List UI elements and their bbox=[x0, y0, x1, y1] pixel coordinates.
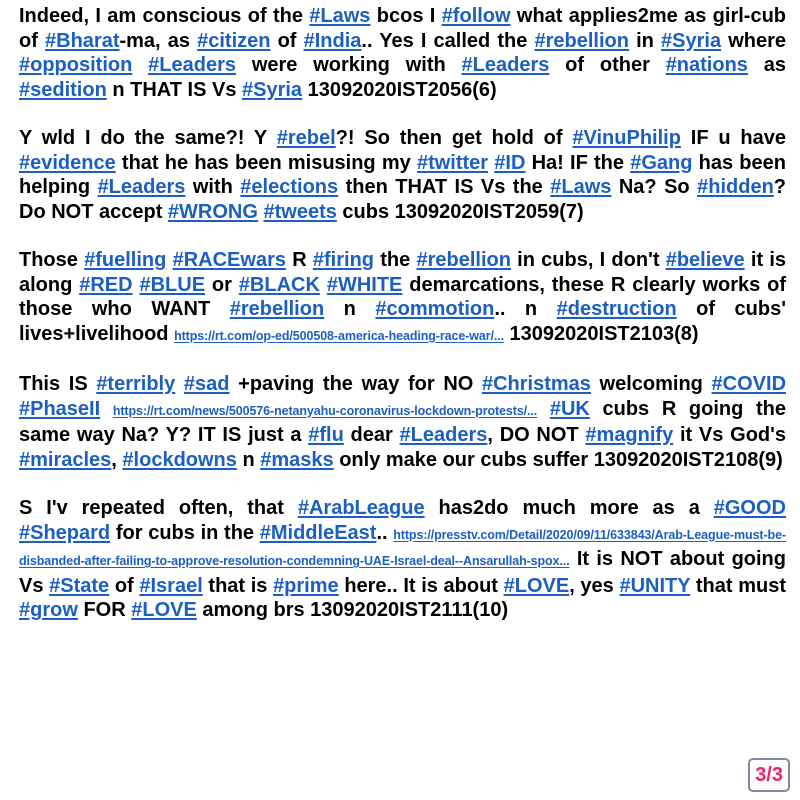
hashtag-link[interactable]: #tweets bbox=[263, 200, 337, 223]
body-text: has2do much more as a bbox=[424, 497, 714, 519]
tweet-paragraph-3 bbox=[19, 248, 786, 348]
body-text: where bbox=[721, 29, 787, 52]
body-text: bcos I bbox=[370, 5, 442, 27]
hashtag-link[interactable]: #UK bbox=[549, 397, 590, 420]
hashtag-link[interactable]: #opposition bbox=[19, 54, 133, 76]
body-text: This IS bbox=[19, 373, 97, 395]
hashtag-link[interactable]: #magnify bbox=[585, 424, 674, 446]
body-text: with bbox=[185, 176, 241, 198]
body-text: of bbox=[109, 574, 140, 597]
body-text: , DO NOT bbox=[487, 424, 586, 446]
hashtag-link[interactable]: #believe bbox=[665, 249, 745, 271]
hashtag-link[interactable]: #Syria bbox=[661, 29, 722, 52]
body-text: the bbox=[374, 249, 417, 271]
hashtag-link[interactable]: #RED bbox=[79, 273, 133, 296]
body-text: were working with bbox=[236, 54, 462, 76]
body-text: what applies2me as girl-cub of bbox=[19, 5, 786, 52]
body-text: Y wld I do the same?! Y bbox=[19, 127, 277, 149]
hashtag-link[interactable]: #commotion bbox=[375, 298, 495, 320]
hashtag-link[interactable]: #elections bbox=[240, 176, 339, 198]
page-indicator-badge: 3/3 bbox=[748, 758, 790, 792]
body-text: .. n bbox=[494, 298, 557, 320]
tweet-paragraph-2 bbox=[19, 126, 786, 224]
body-text: in bbox=[628, 29, 662, 52]
url-link[interactable]: https://rt.com/op-ed/500508-america-heading-race-war/... bbox=[174, 328, 504, 343]
body-text: it Vs God's bbox=[673, 424, 786, 446]
body-text bbox=[320, 274, 327, 296]
hashtag-link[interactable]: #rebel bbox=[276, 127, 336, 149]
hashtag-link[interactable]: #evidence bbox=[19, 151, 116, 174]
hashtag-link[interactable]: #RACEwars bbox=[172, 249, 286, 271]
body-text: , bbox=[111, 448, 123, 471]
hashtag-link[interactable]: #State bbox=[49, 574, 110, 597]
hashtag-link[interactable]: #grow bbox=[19, 599, 78, 621]
hashtag-link[interactable]: #Leaders bbox=[461, 54, 550, 76]
hashtag-link[interactable]: #India bbox=[303, 29, 362, 52]
hashtag-link[interactable]: #flu bbox=[308, 424, 344, 446]
hashtag-link[interactable]: #Laws bbox=[309, 5, 371, 27]
body-text: S I'v repeated often, that bbox=[19, 497, 298, 519]
hashtag-link[interactable]: #prime bbox=[273, 574, 339, 597]
body-text: FOR bbox=[77, 599, 132, 621]
hashtag-link[interactable]: #firing bbox=[312, 249, 375, 271]
body-text: -ma, as bbox=[119, 29, 198, 52]
body-text: welcoming bbox=[590, 373, 712, 395]
body-text bbox=[537, 398, 550, 420]
body-text: Na? So bbox=[611, 176, 698, 198]
body-text: demarcations, these R clearly works of those who WANT bbox=[19, 273, 787, 320]
hashtag-link[interactable]: #Laws bbox=[550, 176, 612, 198]
hashtag-link[interactable]: #Leaders bbox=[148, 54, 236, 76]
body-text: that must bbox=[690, 574, 786, 597]
body-text: here.. It is about bbox=[338, 574, 504, 597]
body-text: .. Yes I called the bbox=[361, 29, 535, 52]
body-text: 13092020IST2103(8) bbox=[503, 322, 699, 345]
url-link[interactable]: https://rt.com/news/500576-netanyahu-coronavirus-lockdown-protests/... bbox=[112, 403, 538, 418]
body-text: then THAT IS Vs the bbox=[338, 176, 551, 198]
hashtag-link[interactable]: #Leaders bbox=[399, 424, 488, 446]
hashtag-link[interactable]: #rebellion bbox=[416, 249, 511, 271]
body-text: dear bbox=[343, 424, 400, 446]
hashtag-link[interactable]: #Bharat bbox=[45, 29, 120, 52]
hashtag-link[interactable]: #rebellion bbox=[229, 298, 325, 320]
hashtag-link[interactable]: #follow bbox=[441, 5, 511, 27]
hashtag-link[interactable]: #twitter bbox=[416, 151, 489, 174]
body-text: it is along bbox=[19, 249, 787, 296]
body-text: .. bbox=[376, 521, 394, 544]
hashtag-link[interactable]: #masks bbox=[260, 448, 334, 471]
hashtag-link[interactable]: #hidden bbox=[697, 176, 774, 198]
hashtag-link[interactable]: #destruction bbox=[556, 298, 677, 320]
tweet-paragraph-4 bbox=[19, 372, 786, 472]
body-text: ?! So then get hold of bbox=[335, 127, 573, 149]
body-text: in cubs, I don't bbox=[510, 249, 666, 271]
hashtag-link[interactable]: #WRONG bbox=[167, 200, 258, 223]
body-text: +paving the way for NO bbox=[229, 373, 482, 395]
hashtag-link[interactable]: #citizen bbox=[197, 29, 271, 52]
body-text: of cubs' lives+livelihood bbox=[19, 298, 786, 345]
hashtag-link[interactable]: #UNITY bbox=[619, 574, 691, 597]
hashtag-link[interactable]: #lockdowns bbox=[122, 448, 237, 471]
hashtag-link[interactable]: #MiddleEast bbox=[259, 521, 377, 544]
body-text bbox=[132, 54, 148, 76]
hashtag-link[interactable]: #sedition bbox=[19, 78, 107, 101]
body-text: It is NOT about going Vs bbox=[19, 548, 786, 597]
body-text: 13092020IST2056(6) bbox=[302, 78, 497, 101]
body-text: cubs R going the same way Na? Y? IT IS just a bbox=[19, 397, 786, 446]
body-text: as bbox=[747, 54, 786, 76]
body-text: , yes bbox=[569, 574, 620, 597]
hashtag-link[interactable]: #Gang bbox=[630, 151, 693, 174]
hashtag-link[interactable]: #Syria bbox=[242, 78, 303, 101]
hashtag-link[interactable]: #BLACK bbox=[238, 273, 320, 296]
hashtag-link[interactable]: #PhaseII bbox=[19, 397, 101, 420]
body-text: Ha! IF the bbox=[525, 151, 631, 174]
hashtag-link[interactable]: #COVID bbox=[711, 373, 787, 395]
hashtag-link[interactable]: #WHITE bbox=[326, 273, 403, 296]
body-text: R bbox=[285, 249, 313, 271]
body-text: or bbox=[205, 273, 239, 296]
hashtag-link[interactable]: #LOVE bbox=[503, 574, 570, 597]
tweet-paragraph-5 bbox=[19, 496, 786, 623]
hashtag-link[interactable]: #GOOD bbox=[713, 497, 786, 519]
hashtag-link[interactable]: #LOVE bbox=[131, 599, 197, 621]
body-text: ? Do NOT accept bbox=[19, 176, 786, 223]
hashtag-link[interactable]: #Leaders bbox=[97, 176, 186, 198]
hashtag-link[interactable]: #sad bbox=[183, 373, 230, 395]
body-text: Indeed, I am conscious of the bbox=[19, 5, 310, 27]
paragraph-list bbox=[19, 4, 786, 623]
url-link[interactable]: https://presstv.com/Detail/2020/09/11/633843/Arab-League-must-be-disbanded-after-failing-to-approve-resolution-condemning-UAE-Israel-deal--Ansarullah-spox... bbox=[19, 527, 786, 568]
body-text: among brs 13092020IST2111(10) bbox=[196, 599, 509, 621]
tweet-paragraph-1 bbox=[19, 4, 786, 102]
hashtag-link[interactable]: #miracles bbox=[19, 448, 112, 471]
body-text: of other bbox=[549, 54, 666, 76]
body-text: n THAT IS Vs bbox=[106, 78, 242, 101]
hashtag-link[interactable]: #VinuPhilip bbox=[572, 127, 681, 149]
hashtag-link[interactable]: #Israel bbox=[139, 574, 203, 597]
body-text: Those bbox=[19, 249, 85, 271]
body-text: IF u have bbox=[680, 127, 786, 149]
hashtag-link[interactable]: #BLUE bbox=[139, 273, 206, 296]
body-text: cubs 13092020IST2059(7) bbox=[336, 200, 584, 223]
body-text: of bbox=[270, 29, 304, 52]
body-text: for cubs in the bbox=[110, 521, 260, 544]
hashtag-link[interactable]: #Christmas bbox=[481, 373, 591, 395]
body-text bbox=[100, 398, 113, 420]
body-text: n bbox=[324, 298, 376, 320]
hashtag-link[interactable]: #nations bbox=[665, 54, 748, 76]
hashtag-link[interactable]: #fuelling bbox=[84, 249, 167, 271]
body-text: only make our cubs suffer 13092020IST2108(9) bbox=[333, 448, 783, 471]
body-text: n bbox=[236, 448, 261, 471]
hashtag-link[interactable]: #rebellion bbox=[534, 29, 629, 52]
body-text: has been helping bbox=[19, 151, 786, 198]
hashtag-link[interactable]: #terribly bbox=[96, 373, 176, 395]
hashtag-link[interactable]: #Shepard bbox=[19, 521, 111, 544]
body-text bbox=[175, 373, 184, 395]
body-text: that he has been misusing my bbox=[115, 151, 417, 174]
hashtag-link[interactable]: #ArabLeague bbox=[297, 497, 425, 519]
hashtag-link[interactable]: #ID bbox=[494, 151, 526, 174]
body-text: that is bbox=[202, 574, 274, 597]
